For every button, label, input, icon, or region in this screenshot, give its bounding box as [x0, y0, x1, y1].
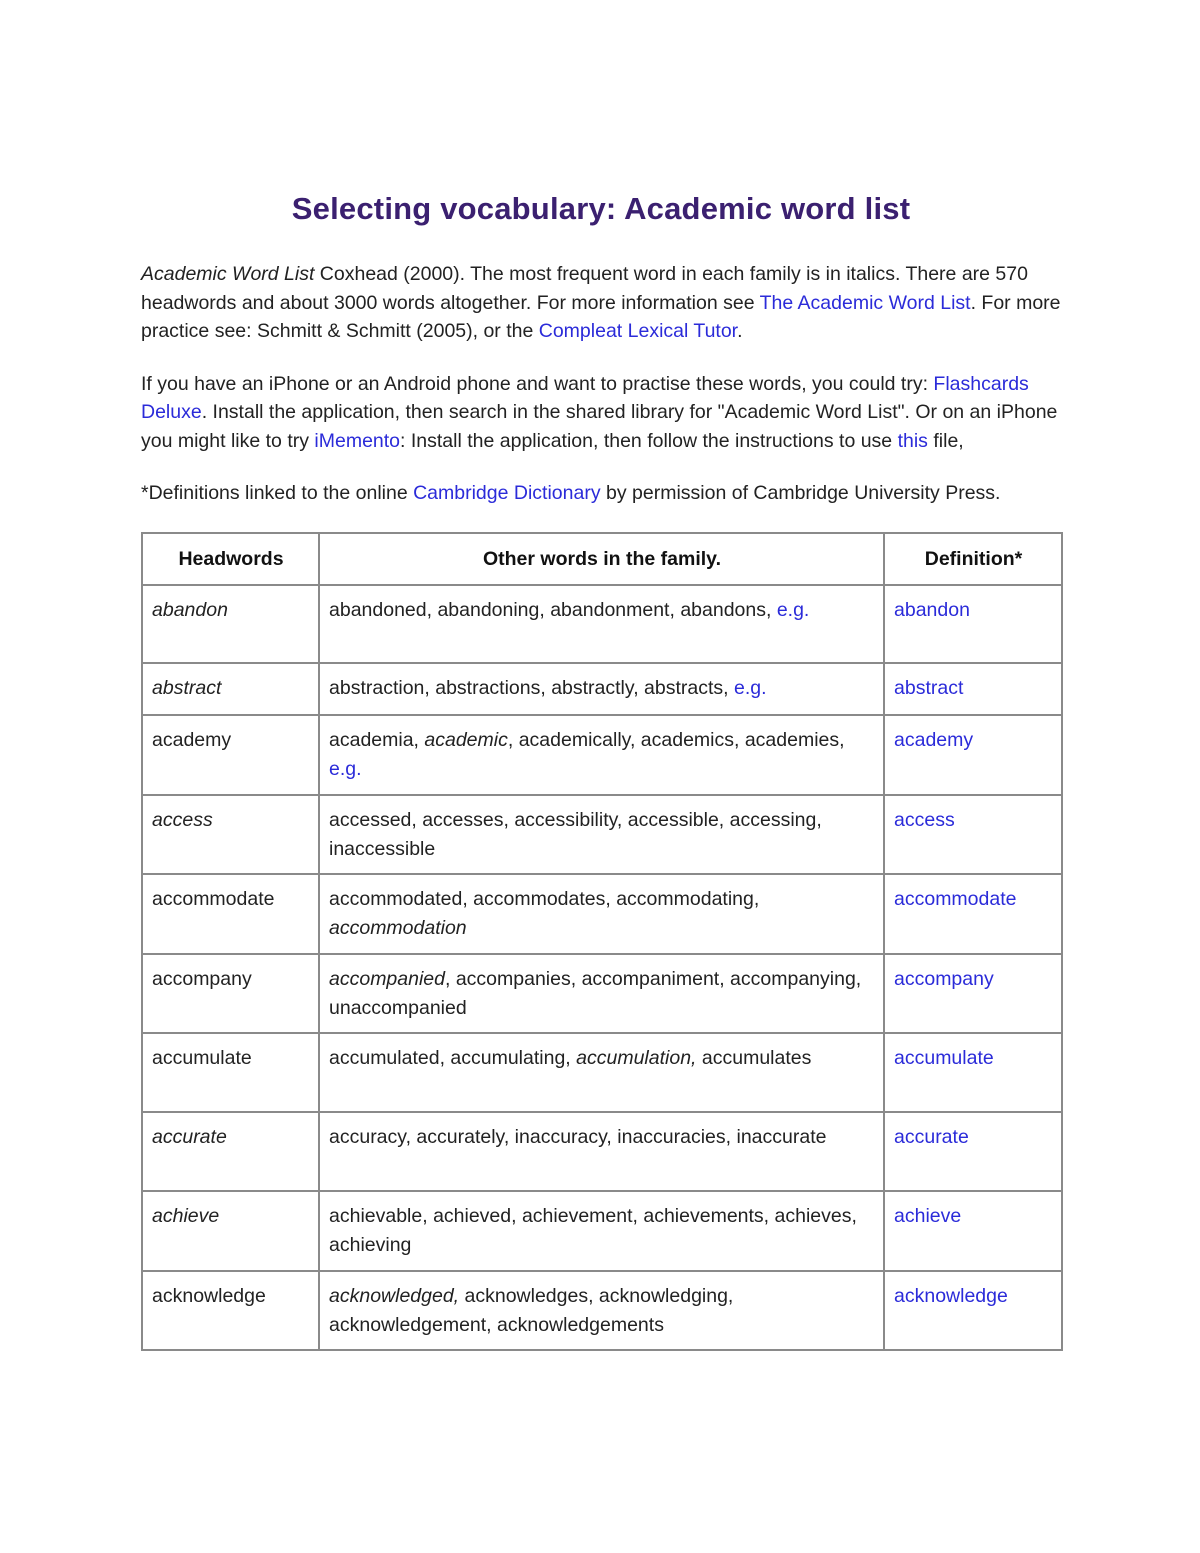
definition-cell	[884, 874, 1062, 954]
headword-cell	[142, 874, 319, 954]
definition-cell	[884, 663, 1062, 715]
academic-word-list-link[interactable]: The Academic Word List	[759, 291, 971, 314]
table-body	[142, 585, 1062, 1350]
definition-link[interactable]: accompany	[894, 968, 994, 990]
headword-text: access	[152, 809, 213, 831]
headword-cell	[142, 663, 319, 715]
family-words-cell	[319, 1033, 884, 1112]
table-row	[142, 1112, 1062, 1191]
definition-link[interactable]: accurate	[894, 1126, 969, 1148]
definition-link[interactable]: abandon	[894, 599, 970, 621]
header-other-words: Other words in the family.	[319, 533, 884, 586]
table-row	[142, 1271, 1062, 1350]
table-row	[142, 663, 1062, 715]
definition-cell	[884, 954, 1062, 1033]
family-words-text: accessed, accesses, accessibility, accessible, accessing, inaccessible	[329, 809, 822, 860]
headword-cell	[142, 1271, 319, 1350]
definition-link[interactable]: achieve	[894, 1205, 962, 1227]
family-words-cell	[319, 715, 884, 795]
family-words-cell	[319, 954, 884, 1033]
headword-text: accommodate	[152, 888, 275, 910]
table-row	[142, 874, 1062, 954]
definition-cell	[884, 795, 1062, 874]
family-words-cell	[319, 795, 884, 874]
awl-italic-text: Academic Word List	[141, 263, 315, 285]
most-frequent-word: acknowledged,	[329, 1285, 460, 1307]
family-words-text: acknowledges, acknowledging, acknowledgement, acknowledgements	[329, 1285, 734, 1336]
compleat-lexical-tutor-link[interactable]: Compleat Lexical Tutor	[538, 320, 738, 342]
definition-cell	[884, 1271, 1062, 1350]
headword-cell	[142, 954, 319, 1033]
page-title: Selecting vocabulary: Academic word list	[291, 191, 911, 226]
family-words-cell	[319, 1271, 884, 1350]
example-link[interactable]: e.g.	[329, 757, 362, 780]
headword-text: accurate	[152, 1126, 227, 1148]
headword-text: acknowledge	[152, 1285, 266, 1307]
headword-text: academy	[152, 729, 232, 751]
table-row	[142, 1191, 1062, 1271]
definition-cell	[884, 1112, 1062, 1191]
headword-text: accompany	[152, 968, 252, 990]
definition-link[interactable]: accommodate	[894, 888, 1017, 910]
table-row	[142, 954, 1062, 1033]
headword-text: achieve	[152, 1205, 220, 1227]
imemento-link[interactable]: iMemento	[314, 429, 401, 452]
most-frequent-word: accommodation	[329, 916, 467, 939]
headword-cell	[142, 585, 319, 663]
phone-paragraph: If you have an iPhone or an Android phone and want to practise these words, you could try: Flashcards Deluxe. Install the application, then search in the shared library for "Academic Word List". Or on an iPhone you might like to try iMemento: Install the application, then follow the instructions to use this file,	[141, 372, 1058, 452]
family-words-text: , academically, academics, academies,	[507, 729, 845, 751]
definitions-note-paragraph: *Definitions linked to the online Cambridge Dictionary by permission of Cambridge University Press.	[141, 482, 1001, 504]
family-words-text: achievable, achieved, achievement, achievements, achieves, achieving	[329, 1205, 857, 1256]
family-words-text: accumulated, accumulating,	[329, 1047, 577, 1069]
most-frequent-word: academic	[424, 729, 508, 751]
table-row	[142, 1033, 1062, 1112]
family-words-cell	[319, 1191, 884, 1271]
family-words-cell	[319, 663, 884, 715]
intro-paragraph: Academic Word List Coxhead (2000). The most frequent word in each family is in italics. There are 570 headwords and about 3000 words altogether. For more information see The Academic Word List. For more practice see: Schmitt & Schmitt (2005), or the Compleat Lexical Tutor.	[141, 263, 1061, 342]
table-header-row	[142, 533, 1062, 586]
headword-text: abandon	[152, 599, 228, 621]
family-words-cell	[319, 874, 884, 954]
flashcards-deluxe-link[interactable]: Flashcards Deluxe	[141, 372, 1029, 423]
this-file-link[interactable]: this	[897, 429, 928, 452]
family-words-text: accommodated, accommodates, accommodating,	[329, 888, 760, 910]
table-row	[142, 585, 1062, 663]
word-list-table	[141, 532, 1063, 1352]
headword-text: accumulate	[152, 1047, 252, 1069]
definition-link[interactable]: accumulate	[894, 1047, 994, 1069]
table-row	[142, 715, 1062, 795]
family-words-text: abstraction, abstractions, abstractly, abstracts,	[329, 677, 734, 699]
definition-cell	[884, 585, 1062, 663]
table-row	[142, 795, 1062, 874]
definition-cell	[884, 1033, 1062, 1112]
family-words-cell	[319, 585, 884, 663]
definition-cell	[884, 1191, 1062, 1271]
header-definition: Definition*	[884, 533, 1062, 586]
definition-link[interactable]: access	[894, 809, 955, 831]
example-link[interactable]: e.g.	[733, 677, 767, 699]
definition-link[interactable]: academy	[894, 729, 974, 751]
header-headwords: Headwords	[142, 533, 319, 586]
definition-link[interactable]: acknowledge	[894, 1285, 1008, 1307]
family-words-text: abandoned, abandoning, abandonment, abandons,	[329, 599, 777, 621]
headword-cell	[142, 1033, 319, 1112]
example-link[interactable]: e.g.	[776, 599, 810, 621]
most-frequent-word: accumulation,	[576, 1047, 697, 1069]
definition-link[interactable]: abstract	[894, 677, 964, 699]
family-words-text: , accompanies, accompaniment, accompanying, unaccompanied	[329, 968, 862, 1019]
headword-cell	[142, 795, 319, 874]
family-words-text: accuracy, accurately, inaccuracy, inaccuracies, inaccurate	[329, 1126, 827, 1148]
family-words-text: academia,	[329, 729, 425, 751]
most-frequent-word: accompanied	[329, 968, 445, 990]
definition-cell	[884, 715, 1062, 795]
headword-text: abstract	[152, 677, 222, 699]
family-words-text: accumulates	[696, 1047, 812, 1069]
headword-cell	[142, 715, 319, 795]
headword-cell	[142, 1191, 319, 1271]
cambridge-dictionary-link[interactable]: Cambridge Dictionary	[413, 482, 601, 504]
document-page	[141, 188, 1061, 1351]
family-words-cell	[319, 1112, 884, 1191]
headword-cell	[142, 1112, 319, 1191]
